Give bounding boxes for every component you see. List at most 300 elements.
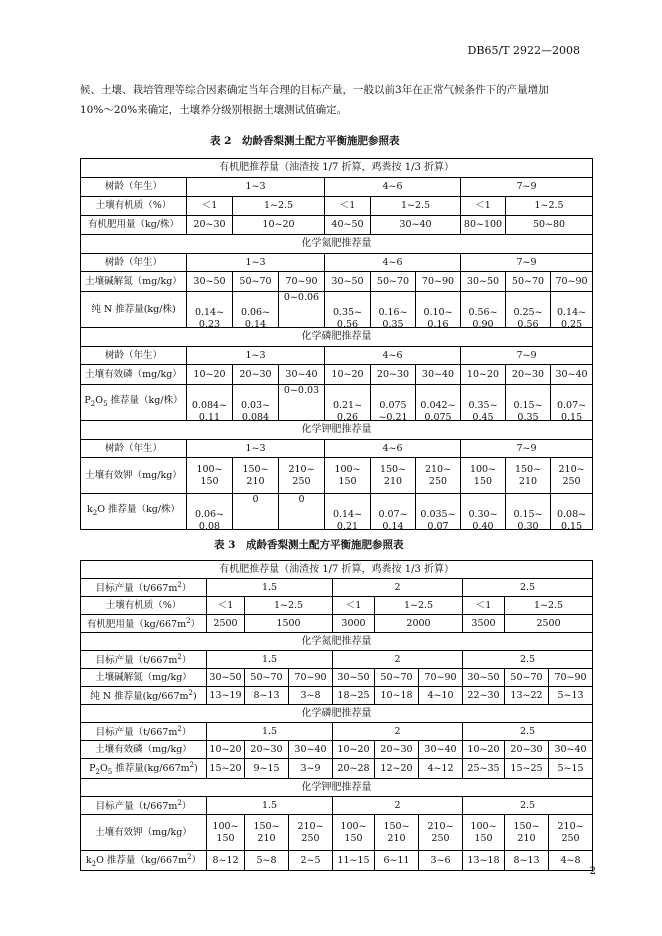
label-part: 目标产量（t/667m (95, 655, 178, 667)
k-level (187, 458, 233, 494)
k-level (551, 458, 593, 494)
yield-label (81, 723, 207, 741)
organic-value: 2500 (207, 615, 245, 633)
value-bottom: 0.16 (427, 318, 449, 328)
level-cell: 18~25 (333, 687, 375, 705)
level-cell: 30~40 (419, 741, 463, 759)
k-level (279, 458, 325, 494)
label-part: 2 (189, 761, 195, 769)
table-row (81, 254, 593, 272)
om-level: ＜1 (187, 197, 233, 216)
value-bottom: 250 (301, 832, 320, 844)
value-top: 100~ (212, 820, 239, 832)
table-row (81, 197, 593, 216)
value-bottom: 0.30 (517, 520, 539, 530)
om-level: ＜1 (325, 197, 371, 216)
p-rec-value (506, 385, 551, 421)
age-group: 7~9 (461, 254, 593, 272)
value-top: 150~ (513, 820, 540, 832)
k-rec-label (81, 494, 187, 530)
value-top: 210~ (558, 463, 585, 475)
level-cell: 10~18 (375, 687, 419, 705)
level-cell: 20~30 (505, 741, 549, 759)
age-group: 7~9 (461, 347, 593, 365)
value-bottom: 0.21 (336, 520, 359, 530)
level-cell: 20~30 (506, 365, 551, 385)
age-label: 树龄（年生） (81, 347, 187, 365)
table-row (81, 815, 593, 851)
table-row (81, 328, 593, 347)
level-cell: 8~13 (245, 687, 289, 705)
k-level (233, 458, 279, 494)
value-top: 0.06~ (240, 306, 271, 318)
n-rec-value (233, 292, 279, 328)
value-top: 150~ (253, 820, 280, 832)
value-bottom: 250 (428, 475, 448, 487)
value-top: 0.56~ (468, 306, 498, 318)
value-single: 0~0.03 (283, 384, 320, 396)
level-cell: 20~30 (375, 741, 419, 759)
table-row (81, 385, 593, 421)
organic-value: 50~80 (506, 216, 593, 235)
table-row (81, 159, 593, 178)
k-soil-label: 土壤有效钾（mg/kg） (81, 458, 187, 494)
k-level (506, 458, 551, 494)
value-bottom: 0.11 (198, 411, 221, 421)
level-cell: 8~13 (505, 851, 549, 871)
age-label: 树龄（年生） (81, 440, 187, 458)
age-label: 树龄（年生） (81, 178, 187, 197)
label-part: 5 (103, 399, 108, 408)
value-bottom: 0.14 (244, 318, 267, 328)
level-cell: 13~22 (505, 687, 549, 705)
table-row (81, 272, 593, 292)
value-top: 210~ (424, 463, 452, 475)
potassium-section-title: 化学钾肥推荐量 (81, 779, 593, 797)
label-part: ） (181, 727, 192, 739)
om-label: 土壤有机质（%） (81, 597, 207, 615)
value-top: 0.075 (379, 399, 407, 411)
table-row (81, 347, 593, 365)
organic-value: 10~20 (233, 216, 325, 235)
om-label: 土壤有机质（%） (81, 197, 187, 216)
value-top: 0.10~ (423, 306, 453, 318)
p-rec-value (416, 385, 461, 421)
value-bottom: 0.15 (560, 411, 583, 421)
om-level: 1~2.5 (371, 197, 461, 216)
label-part: 2 (177, 653, 182, 662)
value-bottom: 0.075 (424, 411, 452, 421)
value-bottom: 210 (257, 832, 276, 844)
value-single: 0 (252, 493, 259, 505)
k-level (463, 815, 505, 851)
organic-value: 20~30 (187, 216, 233, 235)
age-group: 1~3 (187, 254, 325, 272)
age-group: 1~3 (187, 178, 325, 197)
value-top: 0.14~ (332, 508, 363, 520)
k-level (549, 815, 593, 851)
k-level (207, 815, 245, 851)
p-rec-value (325, 385, 371, 421)
value-top: 100~ (334, 463, 361, 475)
k-level (461, 458, 506, 494)
value-bottom: 0.15 (560, 520, 583, 530)
value-top: 0.35~ (332, 306, 363, 318)
intro-line-2: 10%～20%来确定，土壤养分级别根据土壤测试值确定。 (80, 104, 348, 116)
value-top: 0.042~ (420, 399, 456, 411)
level-cell: 50~70 (245, 669, 289, 687)
value-bottom: 210 (387, 832, 406, 844)
value-bottom: 250 (431, 832, 450, 844)
n-rec-value (461, 292, 506, 328)
value-top: 0.14~ (556, 306, 587, 318)
value-top: 100~ (340, 820, 367, 832)
value-top: 0.07~ (556, 399, 587, 411)
p-rec-value (461, 385, 506, 421)
level-cell: 5~13 (549, 687, 593, 705)
intro-line-1: 候、土壤、栽培管理等综合因素确定当年合理的目标产量，一般以前3年在正常气候条件下的产量增加 (80, 84, 549, 96)
table-row (81, 458, 593, 494)
om-level: 1~2.5 (505, 597, 593, 615)
k-level (419, 815, 463, 851)
level-cell: 20~30 (371, 365, 416, 385)
value-top: 0.035~ (420, 508, 456, 520)
value-top: 150~ (242, 463, 269, 475)
table-row (81, 851, 593, 871)
level-cell: 2~5 (289, 851, 333, 871)
value-bottom: 0.90 (472, 318, 494, 328)
level-cell: 30~50 (461, 272, 506, 292)
label-part: 2 (177, 581, 182, 590)
value-bottom: 250 (292, 475, 311, 487)
yield-group: 2 (333, 723, 463, 741)
p-rec-value (551, 385, 593, 421)
age-group: 4~6 (325, 440, 461, 458)
table3-mature-pear (80, 560, 593, 871)
level-cell: 70~90 (551, 272, 593, 292)
age-group: 4~6 (325, 178, 461, 197)
label-part: 2 (95, 768, 100, 777)
nitrogen-section-title: 化学氮肥推荐量 (81, 235, 593, 254)
level-cell: 10~20 (333, 741, 375, 759)
age-group: 4~6 (325, 347, 461, 365)
label-part: 目标产量（t/667m (95, 727, 178, 739)
level-cell: 4~8 (549, 851, 593, 871)
level-cell: 5~15 (549, 759, 593, 779)
page-number: 2 (589, 866, 596, 877)
value-bottom: 0.56 (336, 318, 359, 328)
organic-value: 2500 (505, 615, 593, 633)
label-part: 推荐量(kg/667m (112, 763, 190, 775)
level-cell: 22~30 (463, 687, 505, 705)
om-level: 1~2.5 (245, 597, 333, 615)
level-cell: 30~50 (333, 669, 375, 687)
table-row (81, 440, 593, 458)
organic-section-title: 有机肥推荐量（油渣按 1/7 折算，鸡粪按 1/3 折算） (81, 561, 593, 579)
value-bottom: 150 (344, 832, 363, 844)
table-row (81, 579, 593, 597)
table-row (81, 292, 593, 328)
value-top: 0.03~ (240, 399, 271, 411)
value-bottom: 210 (246, 475, 265, 487)
value-top: 210~ (288, 463, 315, 475)
organic-value: 3000 (333, 615, 375, 633)
table-row (81, 779, 593, 797)
value-bottom: 150 (338, 475, 357, 487)
level-cell: 5~8 (245, 851, 289, 871)
label-part: 2 (188, 689, 193, 698)
level-cell: 50~70 (233, 272, 279, 292)
label-part: ） (181, 583, 192, 595)
yield-group: 1.5 (207, 723, 333, 741)
level-cell: 4~10 (419, 687, 463, 705)
value-bottom: 210 (518, 475, 538, 487)
organic-value: 3500 (463, 615, 505, 633)
value-top: 100~ (196, 463, 223, 475)
table-row (81, 235, 593, 254)
label-part: 5 (107, 768, 113, 777)
p-rec-value (187, 385, 233, 421)
yield-group: 2 (333, 579, 463, 597)
age-group: 1~3 (187, 347, 325, 365)
level-cell: 10~20 (325, 365, 371, 385)
value-top: 0.35~ (468, 399, 498, 411)
value-top: 0.06~ (194, 508, 225, 520)
p-soil-label: 土壤有效磷（mg/kg） (81, 365, 187, 385)
level-cell: 70~90 (416, 272, 461, 292)
label-part: k (86, 504, 93, 516)
table-row (81, 723, 593, 741)
k-level (245, 815, 289, 851)
yield-group: 1.5 (207, 797, 333, 815)
level-cell: 50~70 (506, 272, 551, 292)
level-cell: 10~20 (463, 741, 505, 759)
yield-group: 2.5 (463, 579, 593, 597)
label-part: P (84, 395, 91, 407)
label-part: ） (191, 855, 202, 867)
value-bottom: 210 (383, 475, 403, 487)
organic-label (81, 615, 207, 633)
value-bottom: 250 (562, 475, 581, 487)
table-row (81, 741, 593, 759)
table2-young-pear (80, 158, 593, 530)
age-group: 4~6 (325, 254, 461, 272)
table-row (81, 494, 593, 530)
p-rec-value (233, 385, 279, 421)
label-part: 2 (177, 725, 182, 734)
p-rec-label (81, 759, 207, 779)
value-bottom: 210 (517, 832, 536, 844)
k-rec-value (187, 494, 233, 530)
level-cell: 25~35 (463, 759, 505, 779)
label-part: 推荐量（kg/株） (107, 395, 183, 407)
yield-label (81, 651, 207, 669)
table-row (81, 759, 593, 779)
organic-label: 有机肥用量（kg/株） (81, 216, 187, 235)
yield-group: 1.5 (207, 579, 333, 597)
n-rec-value (551, 292, 593, 328)
label-part: 2 (91, 860, 97, 869)
value-top: 0.14~ (194, 306, 225, 318)
level-cell: 30~50 (207, 669, 245, 687)
value-bottom: 0.08 (198, 520, 221, 530)
value-bottom: ~0.21 (378, 411, 408, 421)
om-level: ＜1 (207, 597, 245, 615)
level-cell: 70~90 (279, 272, 325, 292)
om-level: ＜1 (333, 597, 375, 615)
om-level: ＜1 (461, 197, 506, 216)
table-row (81, 633, 593, 651)
table-row (81, 421, 593, 440)
label-part: 目标产量（t/667m (95, 801, 178, 813)
value-bottom: 0.45 (472, 411, 494, 421)
value-bottom: 150 (200, 475, 219, 487)
label-part: ) (194, 763, 198, 775)
yield-label (81, 579, 207, 597)
label-part: 2 (92, 508, 98, 517)
label-part: 2 (186, 617, 191, 626)
table-row (81, 669, 593, 687)
label-part: ) (193, 691, 197, 703)
p-rec-value (279, 385, 325, 421)
yield-group: 2.5 (463, 723, 593, 741)
k-rec-label (81, 851, 207, 871)
level-cell: 30~40 (279, 365, 325, 385)
phosphorus-section-title: 化学磷肥推荐量 (81, 328, 593, 347)
value-top: 210~ (427, 820, 454, 832)
table3-caption: 表 3 成龄香梨测土配方平衡施肥参照表 (214, 539, 404, 551)
value-top: 210~ (297, 820, 324, 832)
level-cell: 15~20 (207, 759, 245, 779)
level-cell: 3~8 (289, 687, 333, 705)
level-cell: 3~6 (419, 851, 463, 871)
level-cell: 10~20 (461, 365, 506, 385)
value-top: 0.21~ (332, 399, 363, 411)
value-top: 0.07~ (378, 508, 408, 520)
level-cell: 13~19 (207, 687, 245, 705)
level-cell: 70~90 (419, 669, 463, 687)
n-rec-label (81, 687, 207, 705)
om-level: ＜1 (463, 597, 505, 615)
level-cell: 50~70 (371, 272, 416, 292)
level-cell: 20~30 (245, 741, 289, 759)
level-cell: 20~30 (233, 365, 279, 385)
k-level (289, 815, 333, 851)
value-top: 100~ (469, 463, 497, 475)
k-level (375, 815, 419, 851)
level-cell: 50~70 (505, 669, 549, 687)
level-cell: 30~50 (463, 669, 505, 687)
table-row (81, 178, 593, 197)
level-cell: 30~40 (289, 741, 333, 759)
level-cell: 6~11 (375, 851, 419, 871)
om-level: 1~2.5 (233, 197, 325, 216)
k-rec-value (279, 494, 325, 530)
organic-value: 1500 (245, 615, 333, 633)
label-part: 纯 N 推荐量(kg/667m (90, 691, 189, 703)
level-cell: 30~40 (416, 365, 461, 385)
age-label: 树龄（年生） (81, 254, 187, 272)
n-soil-label: 土壤碱解氮（mg/kg） (81, 669, 207, 687)
k-rec-value (233, 494, 279, 530)
table-row (81, 615, 593, 633)
yield-group: 2.5 (463, 651, 593, 669)
k-level (325, 458, 371, 494)
level-cell: 30~50 (325, 272, 371, 292)
p-soil-label: 土壤有效磷（mg/kg） (81, 741, 207, 759)
organic-value: 80~100 (461, 216, 506, 235)
value-top: 150~ (379, 463, 407, 475)
value-bottom: 0.35 (382, 318, 404, 328)
organic-value: 30~40 (371, 216, 461, 235)
n-rec-value (187, 292, 233, 328)
value-single: 0~0.06 (283, 291, 320, 303)
k-rec-value (371, 494, 416, 530)
label-part: 2 (187, 853, 192, 862)
label-part: 目标产量（t/667m (95, 583, 178, 595)
value-bottom: 0.26 (336, 411, 359, 421)
level-cell: 9~15 (245, 759, 289, 779)
n-rec-value (506, 292, 551, 328)
table-row (81, 561, 593, 579)
value-top: 150~ (383, 820, 410, 832)
age-group: 1~3 (187, 440, 325, 458)
level-cell: 15~25 (505, 759, 549, 779)
table2-caption: 表 2 幼龄香梨测土配方平衡施肥参照表 (210, 135, 400, 147)
value-top: 0.15~ (513, 399, 543, 411)
value-bottom: 0.084 (241, 411, 270, 421)
table-row (81, 797, 593, 815)
organic-section-title: 有机肥推荐量（油渣按 1/7 折算，鸡粪按 1/3 折算） (81, 159, 593, 178)
k-rec-value (461, 494, 506, 530)
value-top: 0.15~ (513, 508, 543, 520)
value-top: 100~ (470, 820, 497, 832)
n-rec-value (371, 292, 416, 328)
level-cell: 4~12 (419, 759, 463, 779)
table-row (81, 216, 593, 235)
level-cell: 12~20 (375, 759, 419, 779)
value-bottom: 0.25 (560, 318, 583, 328)
om-level: 1~2.5 (506, 197, 593, 216)
level-cell: 30~50 (187, 272, 233, 292)
value-bottom: 150 (473, 475, 493, 487)
level-cell: 8~12 (207, 851, 245, 871)
organic-value: 40~50 (325, 216, 371, 235)
value-top: 0.08~ (556, 508, 587, 520)
yield-group: 2.5 (463, 797, 593, 815)
level-cell: 70~90 (289, 669, 333, 687)
label-part: P (89, 763, 96, 775)
label-part: O (100, 763, 108, 775)
yield-group: 2 (333, 651, 463, 669)
nitrogen-section-title: 化学氮肥推荐量 (81, 633, 593, 651)
age-group: 7~9 (461, 178, 593, 197)
level-cell: 50~70 (375, 669, 419, 687)
label-part: O 推荐量（kg/株） (97, 504, 181, 516)
label-part: 2 (90, 399, 96, 408)
label-part: ） (190, 619, 201, 631)
value-single: 0 (298, 493, 305, 505)
value-bottom: 0.56 (517, 318, 539, 328)
document-code: DB65/T 2922—2008 (467, 44, 580, 57)
label-part: O (95, 395, 104, 407)
k-level (371, 458, 416, 494)
label-part: ） (181, 655, 192, 667)
n-rec-value (325, 292, 371, 328)
value-top: 210~ (557, 820, 584, 832)
value-bottom: 150 (216, 832, 235, 844)
yield-label (81, 797, 207, 815)
